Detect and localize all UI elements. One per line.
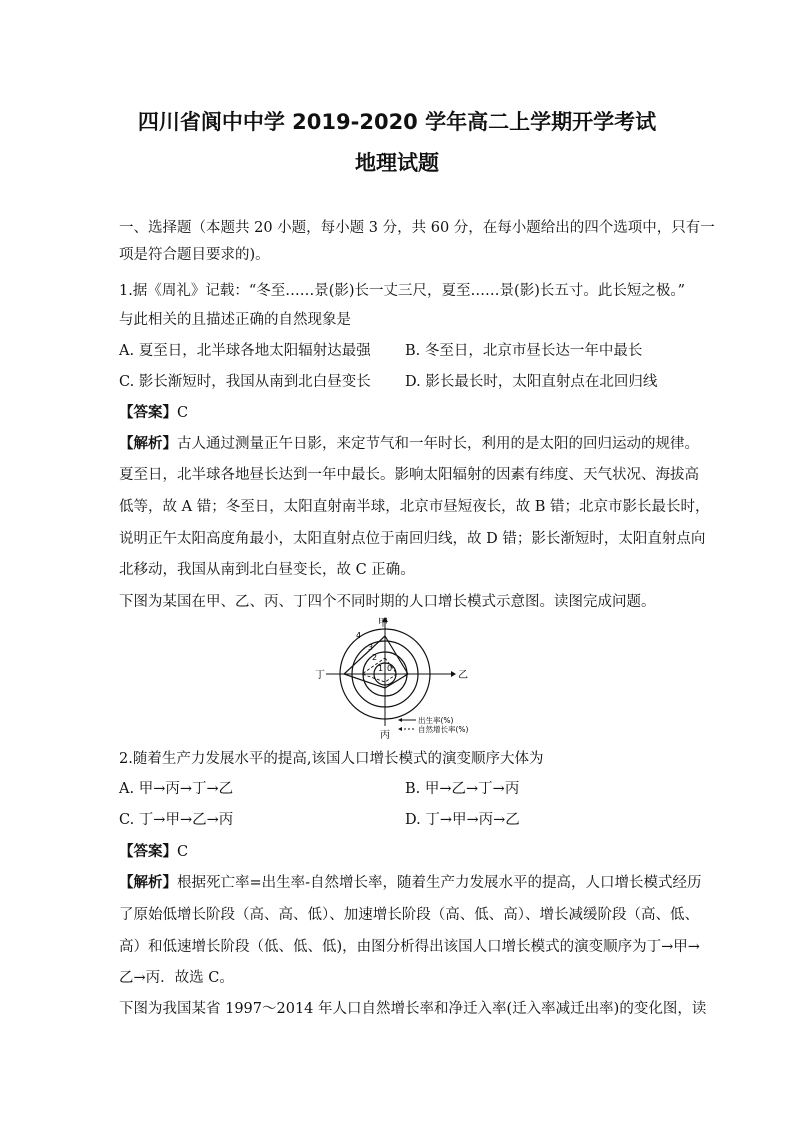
q2-answer xyxy=(119,842,679,862)
q2-option-a: A. 甲→丙→丁→乙 xyxy=(119,781,234,797)
q2-option-c: C. 丁→甲→乙→丙 xyxy=(119,812,234,828)
q1-option-b: B. 冬至日，北京市昼长达一年中最长 xyxy=(405,343,643,359)
ring-label-3: 3 xyxy=(368,643,374,652)
analysis-text: 根据死亡率=出生率-自然增长率，随着生产力发展水平的提高，人口增长模式经历 xyxy=(177,875,702,891)
q2-intro: 下图为某国在甲、乙、丙、丁四个不同时期的人口增长模式示意图。读图完成问题。 xyxy=(119,594,656,610)
axis-label-left: 丁 xyxy=(315,670,325,681)
q1-option-c: C. 影长渐短时，我国从南到北白昼变长 xyxy=(119,374,371,390)
q2-option-d: D. 丁→甲→丙→乙 xyxy=(405,812,520,828)
analysis-tag: 【解析】 xyxy=(119,435,177,452)
ring-label-1: 1 xyxy=(378,664,384,673)
q2-analysis-line: 乙→丙．故选 C。 xyxy=(119,970,234,986)
arrow-head-right xyxy=(451,671,456,677)
q1-analysis-line: 低等，故 A 错；冬至日，太阳直射南半球，北京市昼短夜长，故 B 错；北京市影长最长时， xyxy=(119,499,710,515)
section-heading-cont: 项是符合题目要求的)。 xyxy=(119,247,270,263)
ring-label-2: 2 xyxy=(372,653,378,662)
q1-analysis-line: 说明正午太阳高度角最小，太阳直射点位于南回归线，故 D 错；影长渐短时，太阳直射点向 xyxy=(119,531,706,547)
q2-analysis-line: 高）和低速增长阶段（低、低、低)，由图分析得出该国人口增长模式的演变顺序为丁→甲→ xyxy=(119,939,700,955)
answer-tag: 【答案】 xyxy=(119,404,177,421)
q2-analysis xyxy=(119,873,702,893)
q1-analysis-line: 夏至日，北半球各地昼长达到一年中最长。影响太阳辐射的因素有纬度、天气状况、海拔高 xyxy=(119,467,699,483)
page-title: 四川省阆中中学 2019-2020 学年高二上学期开学考试 xyxy=(137,110,657,134)
q2-option-b: B. 甲→乙→丁→丙 xyxy=(405,781,520,797)
q1-answer xyxy=(119,403,679,423)
section-heading: 一、选择题（本题共 20 小题，每小题 3 分，共 60 分，在每小题给出的四个选项中，只有一 xyxy=(119,220,715,236)
page-subtitle: 地理试题 xyxy=(355,151,439,175)
legend-birth: 出生率(%) xyxy=(418,716,454,725)
q1-stem-cont: 与此相关的且描述正确的自然现象是 xyxy=(119,312,351,328)
q1-option-d: D. 影长最长时，太阳直射点在北回归线 xyxy=(405,374,658,390)
q1-stem: 1.据《周礼》记载：“冬至……景(影)长一丈三尺，夏至……景(影)长五寸。此长短之极。” xyxy=(119,283,686,299)
legend-natural: 自然增长率(%) xyxy=(418,725,469,734)
q1-analysis xyxy=(119,434,699,454)
answer-tag: 【答案】 xyxy=(119,843,177,860)
ring-label-4: 4 xyxy=(356,631,362,640)
q1-option-a: A. 夏至日，北半球各地太阳辐射达最强 xyxy=(119,343,371,359)
q3-intro: 下图为我国某省 1997～2014 年人口自然增长率和净迁入率(迁入率减迁出率)的变化图，读 xyxy=(119,1001,707,1017)
answer-value: C xyxy=(177,844,189,860)
q2-analysis-line: 了原始低增长阶段（高、高、低）、加速增长阶段（高、低、高）、增长减缓阶段（高、低、 xyxy=(119,907,699,923)
answer-value: C xyxy=(177,405,189,421)
axis-label-top: 甲 xyxy=(378,618,388,629)
analysis-tag: 【解析】 xyxy=(119,874,177,891)
analysis-text: 古人通过测量正午日影，来定节气和一年时长，利用的是太阳的回归运动的规律。 xyxy=(177,436,699,452)
axis-label-bottom: 丙 xyxy=(380,730,390,740)
q1-analysis-line: 北移动，我国从南到北白昼变长，故 C 正确。 xyxy=(119,562,415,578)
origin-label: 0 xyxy=(387,664,393,673)
population-model-figure xyxy=(312,616,482,740)
axis-label-right: 乙 xyxy=(458,670,468,681)
q2-stem: 2.随着生产力发展水平的提高,该国人口增长模式的演变顺序大体为 xyxy=(119,751,544,767)
